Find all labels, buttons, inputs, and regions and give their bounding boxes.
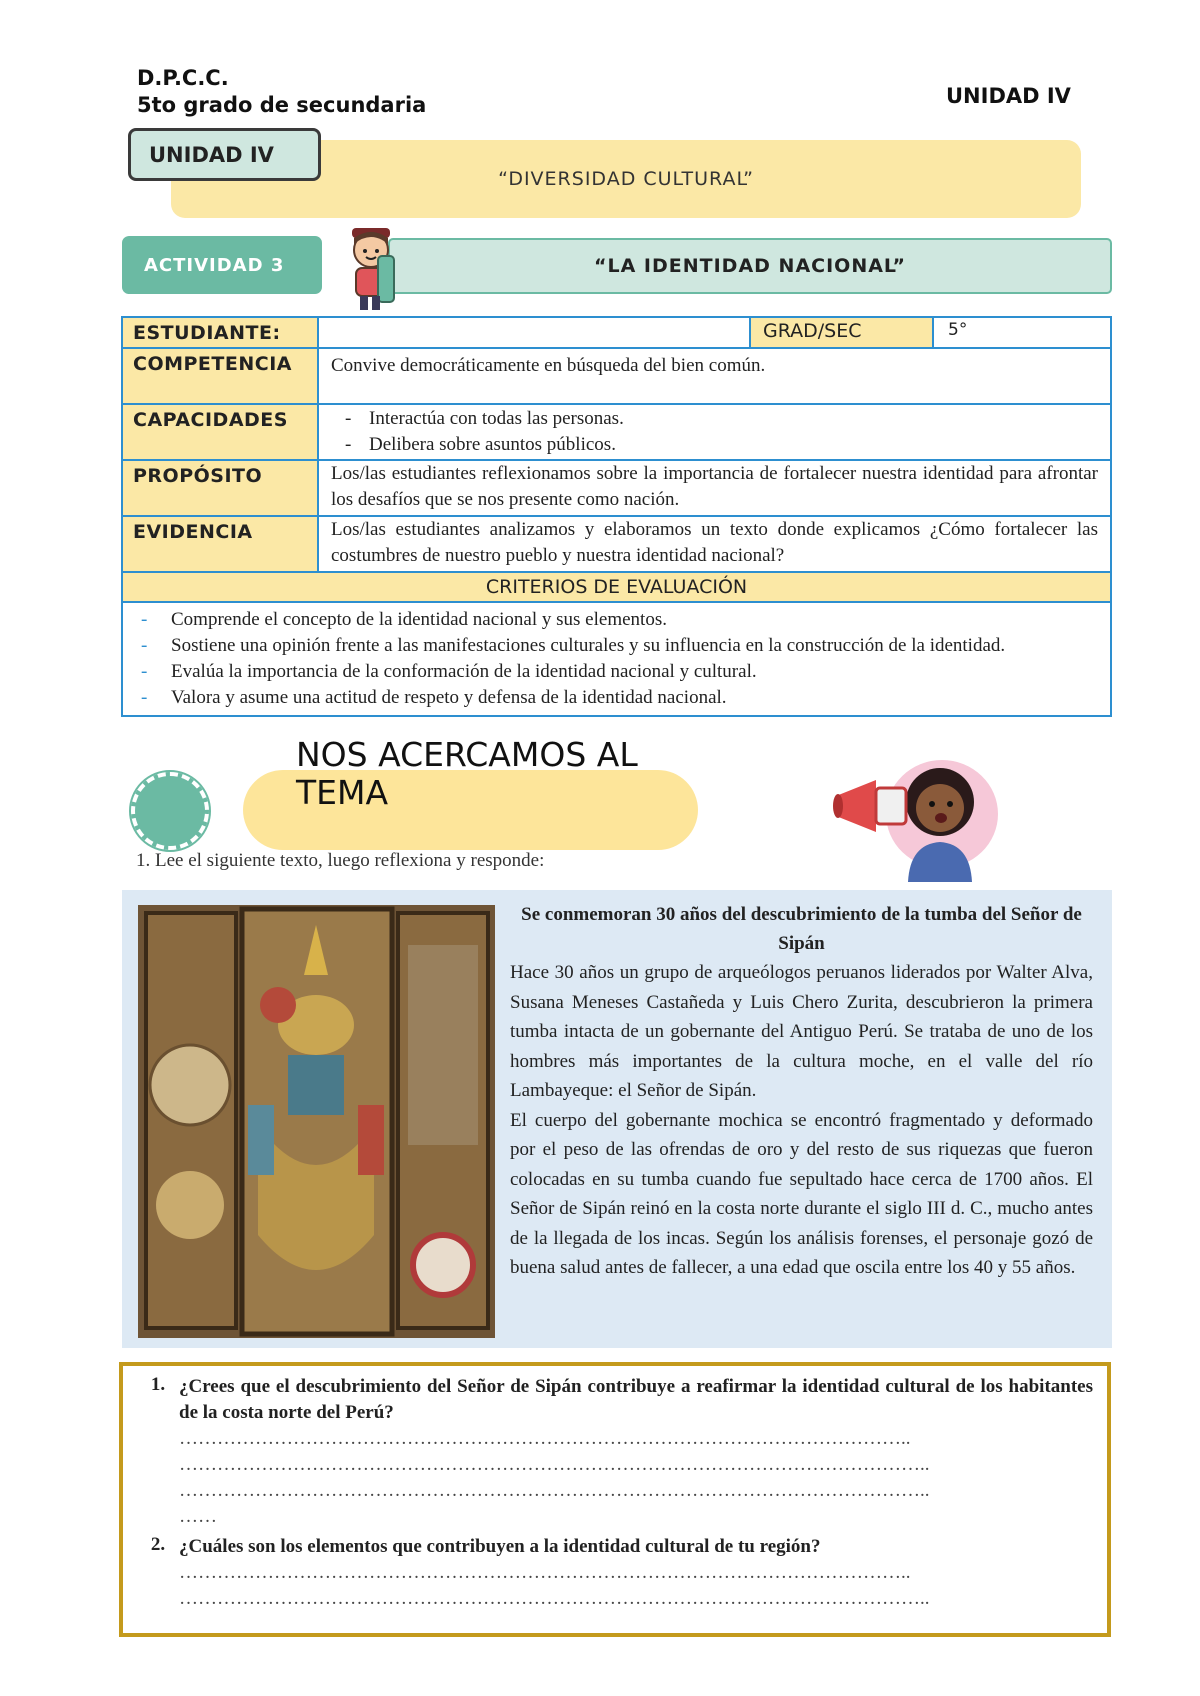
question-number: 2. [150,1534,166,1555]
answer-line[interactable]: …………………………………………………………………………………………………….. [179,1562,911,1583]
unit-title: “DIVERSIDAD CULTURAL” [498,168,754,190]
evidencia-row [123,517,1110,573]
question-2 [137,1534,1093,1560]
info-table [121,316,1112,717]
instruction-text: 1. Lee el siguiente texto, luego reflexiona y responde: [136,850,545,871]
article-title: Se conmemoran 30 años del descubrimiento de la tumba del Señor de Sipán [521,904,1082,954]
grad-sec-label: GRAD/SEC [751,318,934,347]
list-item: - Evalúa la importancia de la conformación de la identidad nacional y cultural. [171,659,1098,685]
competencia-value: Convive democráticamente en búsqueda del bien común. [331,355,766,376]
sipan-tomb-photo [138,905,495,1338]
list-item: - Sostiene una opinión frente a las manifestaciones culturales y su influencia en la construcción de la identidad. [171,633,1098,659]
answer-line[interactable]: ……………………………………………………………………………………………………….. [179,1454,930,1475]
org-label: D.P.C.C. [137,66,229,90]
student-character-icon [334,226,412,316]
proposito-label: PROPÓSITO [123,461,319,515]
answer-line[interactable]: ……………………………………………………………………………………………………….. [179,1588,930,1609]
article-paragraph: El cuerpo del gobernante mochica se encontró fragmentado y deformado por el peso de las ofrendas de oro y del resto de sus riquezas que fueron colocadas en su tumba cuando fue sepultado hace cerca de 1700 años. El Señor de Sipán reinó en la costa norte durante el siglo III d. C., mucho antes de la llegada de los incas. Según los análisis forenses, el personaje gozó de buena salud antes de fallecer, a una edad que oscila entre los 40 y 55 años. [510,1109,1093,1278]
unit-badge: UNIDAD IV [128,128,321,181]
evidencia-label: EVIDENCIA [123,517,319,571]
list-item: - Delibera sobre asuntos públicos. [331,432,1098,458]
list-item: - Valora y asume una actitud de respeto y defensa de la identidad nacional. [171,685,1098,711]
section-badge-icon [131,772,209,850]
grade-label: 5to grado de secundaria [137,93,427,117]
section-title: NOS ACERCAMOS AL TEMA [296,735,638,812]
capacidades-list [319,405,1110,459]
proposito-value: Los/las estudiantes reflexionamos sobre la importancia de fortalecer nuestra identidad para afrontar los desafíos que se nos presente como nación. [331,463,1098,510]
evidencia-value: Los/las estudiantes analizamos y elaboramos un texto donde explicamos ¿Cómo fortalecer las costumbres de nuestro pueblo y nuestra identidad nacional? [331,519,1098,566]
answer-line[interactable]: …… [179,1506,217,1527]
student-label: ESTUDIANTE: [123,318,319,347]
proposito-row [123,461,1110,517]
activity-title: “LA IDENTIDAD NACIONAL” [388,238,1112,294]
question-text: ¿Cuáles son los elementos que contribuyen a la identidad cultural de tu región? [179,1536,821,1557]
student-row [123,318,1110,349]
criterios-header: CRITERIOS DE EVALUACIÓN [123,573,1110,603]
answer-line[interactable]: ……………………………………………………………………………………………………….. [179,1480,930,1501]
list-item: - Interactúa con todas las personas. [331,406,1098,432]
criterios-list [123,603,1110,715]
answer-line[interactable]: …………………………………………………………………………………………………….. [179,1428,911,1449]
competencia-row [123,349,1110,405]
grad-sec-value: 5° [948,320,968,340]
question-number: 1. [150,1374,166,1395]
megaphone-girl-icon [830,752,1000,882]
criterios-section [123,573,1110,715]
list-item: - Comprende el concepto de la identidad nacional y sus elementos. [171,607,1098,633]
article [510,900,1093,1345]
article-paragraph: Hace 30 años un grupo de arqueólogos peruanos liderados por Walter Alva, Susana Meneses Castañeda y Luis Chero Zurita, descubrieron la primera tumba intacta de un gobernante del Antiguo Perú. Se trataba de uno de los hombres más importantes de la cultura moche, en el valle del río Lambayeque: el Señor de Sipán. [510,962,1093,1101]
student-name-field[interactable] [319,318,751,347]
questions-box [119,1362,1111,1637]
capacidades-row [123,405,1110,461]
competencia-label: COMPETENCIA [123,349,319,403]
question-text: ¿Crees que el descubrimiento del Señor de Sipán contribuye a reafirmar la identidad cultural de los habitantes de la costa norte del Perú? [179,1376,1093,1423]
activity-badge: ACTIVIDAD 3 [122,236,322,294]
question-1 [137,1374,1093,1426]
capacidades-label: CAPACIDADES [123,405,319,459]
header-unit-label: UNIDAD IV [946,84,1071,108]
